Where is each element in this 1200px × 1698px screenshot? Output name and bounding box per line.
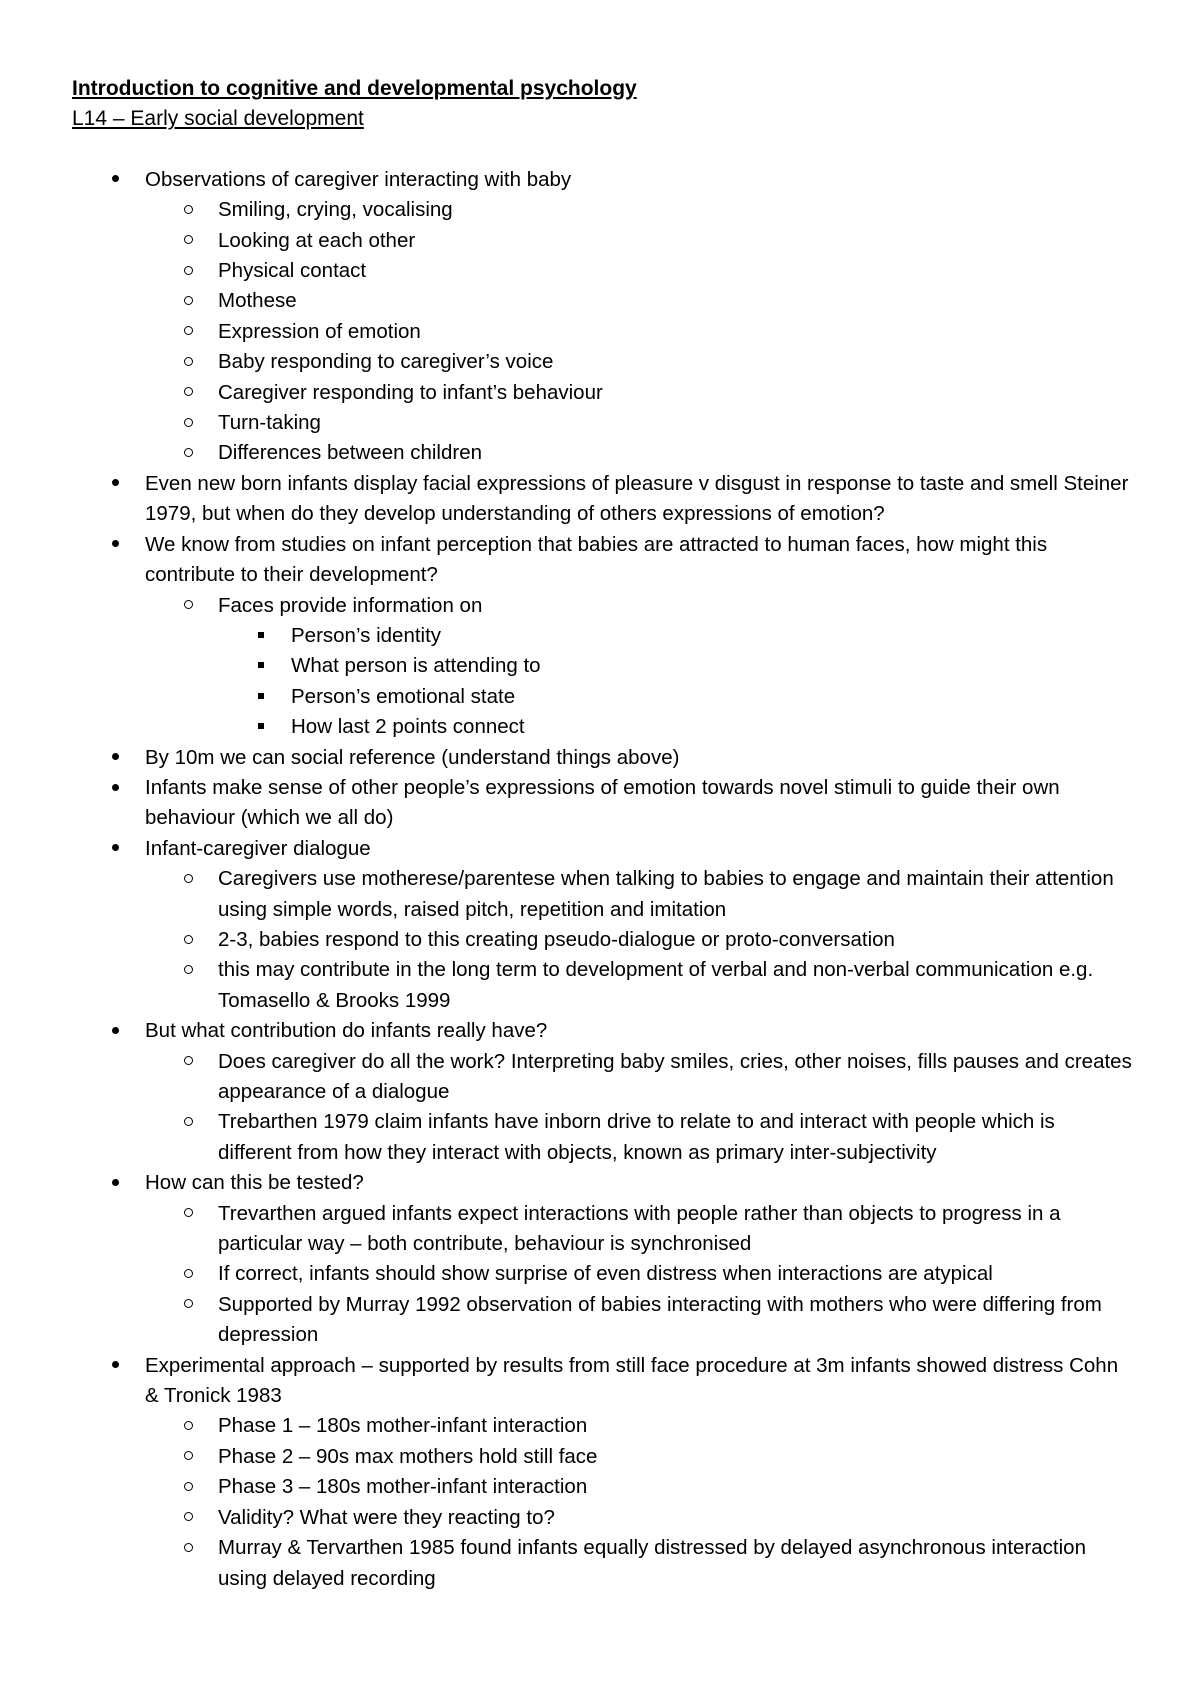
list-item-text: Person’s emotional state <box>291 684 516 708</box>
list-item <box>72 712 1132 742</box>
document-subtitle: L14 – Early social development <box>72 107 364 131</box>
list-item <box>72 438 1132 468</box>
hollow-circle-bullet-icon <box>178 347 198 377</box>
list-item-text: Mothese <box>218 289 297 313</box>
hollow-circle-bullet-icon <box>178 408 198 438</box>
hollow-circle-bullet-icon <box>178 256 198 286</box>
list-item <box>72 864 1132 925</box>
list-item <box>72 1533 1132 1594</box>
list-item <box>72 378 1132 408</box>
hollow-circle-bullet-icon <box>178 1047 198 1077</box>
list-item <box>72 469 1132 530</box>
list-item-text: What person is attending to <box>291 654 541 678</box>
list-item <box>72 1259 1132 1289</box>
list-item <box>72 317 1132 347</box>
bullet-icon <box>105 1351 125 1381</box>
list-item <box>72 1472 1132 1502</box>
list-item <box>72 286 1132 316</box>
list-item-text: Validity? What were they reacting to? <box>218 1505 555 1529</box>
list-item <box>72 1411 1132 1441</box>
bullet-icon <box>105 1168 125 1198</box>
document-page <box>72 74 1132 1594</box>
list-item <box>72 743 1132 773</box>
list-item-text: this may contribute in the long term to development of verbal and non-verbal communication e.g. Tomasello & Brooks 1999 <box>218 958 1094 1012</box>
list-item <box>72 1107 1132 1168</box>
bullet-icon <box>105 530 125 560</box>
list-item-text: Caregivers use motherese/parentese when talking to babies to engage and maintain their attention using simple words, raised pitch, repetition and imitation <box>218 867 1114 921</box>
list-item <box>72 682 1132 712</box>
list-item-text: Expression of emotion <box>218 319 421 343</box>
square-bullet-icon <box>251 712 271 742</box>
hollow-circle-bullet-icon <box>178 1199 198 1229</box>
hollow-circle-bullet-icon <box>178 925 198 955</box>
hollow-circle-bullet-icon <box>178 1472 198 1502</box>
hollow-circle-bullet-icon <box>178 1533 198 1563</box>
list-item-text: Baby responding to caregiver’s voice <box>218 350 554 374</box>
list-item-text: 2-3, babies respond to this creating pseudo-dialogue or proto-conversation <box>218 927 895 951</box>
list-item-text: Trevarthen argued infants expect interactions with people rather than objects to progress in a particular way – both contribute, behaviour is synchronised <box>218 1201 1061 1256</box>
bullet-icon <box>105 834 125 864</box>
list-item-text: Person’s identity <box>291 623 442 647</box>
document-title: Introduction to cognitive and developmental psychology <box>72 77 637 100</box>
list-item <box>72 1290 1132 1351</box>
hollow-circle-bullet-icon <box>178 864 198 894</box>
hollow-circle-bullet-icon <box>178 1503 198 1533</box>
list-item-text: Phase 1 – 180s mother-infant interaction <box>218 1414 588 1438</box>
list-item-text: Smiling, crying, vocalising <box>218 198 453 222</box>
list-item <box>72 256 1132 286</box>
hollow-circle-bullet-icon <box>178 1411 198 1441</box>
list-item <box>72 195 1132 225</box>
hollow-circle-bullet-icon <box>178 317 198 347</box>
list-item <box>72 408 1132 438</box>
hollow-circle-bullet-icon <box>178 286 198 316</box>
hollow-circle-bullet-icon <box>178 378 198 408</box>
square-bullet-icon <box>251 682 271 712</box>
list-item <box>72 925 1132 955</box>
bullet-icon <box>105 165 125 195</box>
list-item-text: Experimental approach – supported by results from still face procedure at 3m infants showed distress Cohn & Tronick 1983 <box>145 1353 1119 1408</box>
list-item <box>72 955 1132 1016</box>
list-item <box>72 621 1132 651</box>
list-item-text: Looking at each other <box>218 228 416 252</box>
bullet-icon <box>105 773 125 803</box>
list-item-text: Murray & Tervarthen 1985 found infants equally distressed by delayed asynchronous interaction using delayed recording <box>218 1536 1086 1590</box>
list-item <box>72 1199 1132 1260</box>
list-item <box>72 591 1132 621</box>
list-item-text: Faces provide information on <box>218 593 483 617</box>
square-bullet-icon <box>251 651 271 681</box>
list-item-text: Differences between children <box>218 441 482 465</box>
list-item-text: Phase 2 – 90s max mothers hold still face <box>218 1444 598 1468</box>
list-item <box>72 773 1132 834</box>
list-item-text: Observations of caregiver interacting with baby <box>145 167 572 191</box>
bullet-icon <box>105 743 125 773</box>
list-item <box>72 530 1132 591</box>
hollow-circle-bullet-icon <box>178 1442 198 1472</box>
list-item <box>72 1047 1132 1108</box>
list-item-text: Turn-taking <box>218 411 321 435</box>
hollow-circle-bullet-icon <box>178 438 198 468</box>
list-item <box>72 1442 1132 1472</box>
list-item <box>72 1168 1132 1198</box>
list-item-text: Infant-caregiver dialogue <box>145 836 371 860</box>
list-item <box>72 834 1132 864</box>
list-item-text: How can this be tested? <box>145 1171 364 1195</box>
square-bullet-icon <box>251 621 271 651</box>
list-item-text: Physical contact <box>218 259 367 283</box>
list-item <box>72 1503 1132 1533</box>
hollow-circle-bullet-icon <box>178 1259 198 1289</box>
list-item <box>72 347 1132 377</box>
hollow-circle-bullet-icon <box>178 591 198 621</box>
list-item-text: Does caregiver do all the work? Interpreting baby smiles, cries, other noises, fills pauses and creates appearance of a dialogue <box>218 1049 1132 1103</box>
list-item-text: Infants make sense of other people’s expressions of emotion towards novel stimuli to guide their own behaviour (which we all do) <box>145 775 1060 830</box>
hollow-circle-bullet-icon <box>178 1290 198 1320</box>
bullet-icon <box>105 1016 125 1046</box>
list-item-text: Trebarthen 1979 claim infants have inborn drive to relate to and interact with people which is different from how they interact with objects, known as primary inter-subjectivity <box>218 1110 1055 1164</box>
list-item-text: But what contribution do infants really have? <box>145 1019 548 1043</box>
hollow-circle-bullet-icon <box>178 955 198 985</box>
list-item <box>72 226 1132 256</box>
hollow-circle-bullet-icon <box>178 226 198 256</box>
list-item-text: How last 2 points connect <box>291 715 525 739</box>
notes-list <box>72 165 1132 1594</box>
list-item-text: Even new born infants display facial expressions of pleasure v disgust in response to taste and smell Steiner 1979, but when do they develop understanding of others expressions of emotion? <box>145 471 1129 526</box>
list-item <box>72 1016 1132 1046</box>
list-item-text: Caregiver responding to infant’s behaviour <box>218 380 603 404</box>
list-item <box>72 165 1132 195</box>
bullet-icon <box>105 469 125 499</box>
list-item-text: If correct, infants should show surprise of even distress when interactions are atypical <box>218 1262 993 1286</box>
list-item <box>72 1351 1132 1412</box>
list-item-text: By 10m we can social reference (understand things above) <box>145 745 680 769</box>
hollow-circle-bullet-icon <box>178 195 198 225</box>
hollow-circle-bullet-icon <box>178 1107 198 1137</box>
list-item-text: We know from studies on infant perception that babies are attracted to human faces, how might this contribute to their development? <box>145 532 1048 587</box>
list-item <box>72 651 1132 681</box>
list-item-text: Supported by Murray 1992 observation of babies interacting with mothers who were differing from depression <box>218 1292 1102 1347</box>
list-item-text: Phase 3 – 180s mother-infant interaction <box>218 1475 588 1499</box>
